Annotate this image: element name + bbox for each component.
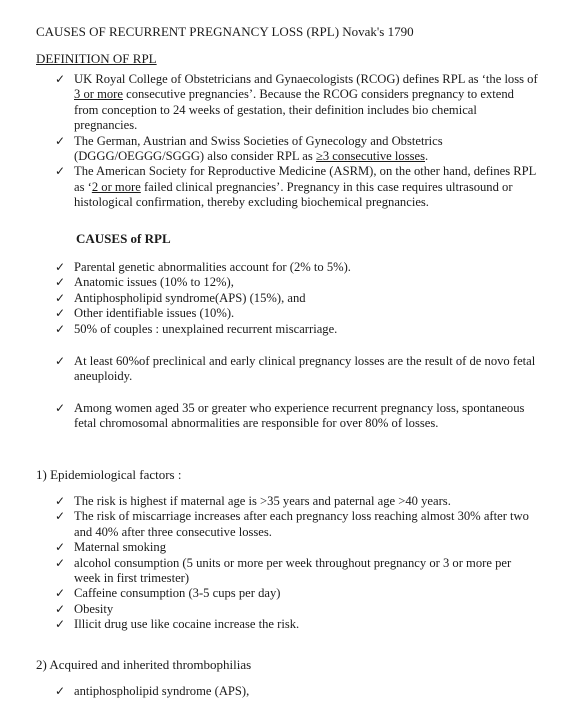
chromosomal-note-list xyxy=(0,401,563,432)
epidemiological-factor-text: The risk is highest if maternal age is >35 years and paternal age >40 years. xyxy=(74,494,451,508)
definition-text: failed clinical pregnancies’. Pregnancy in this case requires ultrasound or histological confirmation, thereby excluding biochemical pregnancies. xyxy=(74,179,513,210)
list-item xyxy=(0,354,563,385)
epidemiological-list xyxy=(0,494,563,633)
check-icon: ✓ xyxy=(55,260,66,274)
list-item xyxy=(0,72,563,134)
check-icon: ✓ xyxy=(55,601,66,616)
check-icon: ✓ xyxy=(55,684,66,698)
check-icon: ✓ xyxy=(55,617,66,632)
cause-text: Other identifiable issues (10%). xyxy=(74,306,235,321)
definition-underlined-text: 3 or more xyxy=(74,87,123,102)
check-icon: ✓ xyxy=(55,275,66,290)
epidemiological-factor-text: The risk of miscarriage increases after each pregnancy loss reaching almost 30% after two and 40% after three consecutive losses. xyxy=(74,509,529,539)
list-item xyxy=(0,164,563,210)
check-icon: ✓ xyxy=(55,306,66,321)
check-icon: ✓ xyxy=(55,586,66,601)
list-item xyxy=(0,291,563,306)
epidemiological-factor-text: Illicit drug use like cocaine increase the risk. xyxy=(74,617,300,632)
aneuploidy-note-list xyxy=(0,354,563,385)
check-icon: ✓ xyxy=(55,509,66,524)
check-icon: ✓ xyxy=(55,72,66,86)
list-item xyxy=(0,306,563,321)
check-icon: ✓ xyxy=(55,555,66,570)
list-item xyxy=(0,509,563,540)
list-item xyxy=(0,494,563,509)
epidemiological-factor-text: Obesity xyxy=(74,601,114,616)
epidemiological-factor-text: alcohol consumption (5 units or more per week throughout pregnancy or 3 or more per week in first trimester) xyxy=(74,555,512,586)
cause-text: 50% of couples : unexplained recurrent miscarriage. xyxy=(74,321,338,336)
cause-text: Anatomic issues (10% to 12%), xyxy=(74,275,234,290)
list-item xyxy=(0,586,563,601)
definition-text: consecutive pregnancies’. Because the RCOG considers pregnancy to extend from conception to 24 weeks of gestation, their definition includes bio chemical pregnancies. xyxy=(74,87,514,133)
check-icon: ✓ xyxy=(55,164,66,179)
definitions-list xyxy=(0,72,563,211)
chromosomal-note: Among women aged 35 or greater who experience recurrent pregnancy loss, spontaneous fetal chromosomal abnormalities are responsible for over 80% of losses. xyxy=(74,401,525,431)
list-item xyxy=(0,556,563,587)
list-item xyxy=(0,540,563,555)
definition-text: The German, Austrian and Swiss Societies of Gynecology and Obstetrics (DGGG/OEGGG/SGGG) also consider RPL as xyxy=(74,133,443,164)
definition-heading: DEFINITION OF RPL xyxy=(36,51,157,66)
list-item xyxy=(0,401,563,432)
causes-heading: CAUSES of RPL xyxy=(76,231,171,246)
list-item xyxy=(0,602,563,617)
check-icon: ✓ xyxy=(55,494,66,508)
list-item xyxy=(0,617,563,632)
check-icon: ✓ xyxy=(55,540,66,555)
cause-text: Parental genetic abnormalities account for (2% to 5%). xyxy=(74,260,351,274)
definition-text: . xyxy=(425,149,429,164)
aneuploidy-note: At least 60%of preclinical and early clinical pregnancy losses are the result of de novo fetal aneuploidy. xyxy=(74,354,536,384)
cause-text: Antiphospholipid syndrome(APS) (15%), and xyxy=(74,290,306,305)
list-item xyxy=(0,134,563,165)
thrombophilia-text: antiphospholipid syndrome (APS), xyxy=(74,684,250,698)
list-item xyxy=(0,322,563,337)
check-icon: ✓ xyxy=(55,290,66,305)
list-item xyxy=(0,275,563,290)
list-item xyxy=(0,684,563,699)
list-item xyxy=(0,260,563,275)
definition-text: The American Society for Reproductive Medicine (ASRM), on the other hand, defines RPL as ‘ xyxy=(74,164,536,194)
definition-underlined-text: ≥3 consecutive losses xyxy=(315,149,425,164)
section-heading-epidemiological: 1) Epidemiological factors : xyxy=(36,467,182,482)
check-icon: ✓ xyxy=(55,133,66,148)
check-icon: ✓ xyxy=(55,321,66,336)
check-icon: ✓ xyxy=(55,401,66,415)
causes-list xyxy=(0,260,563,337)
epidemiological-factor-text: Maternal smoking xyxy=(74,540,166,555)
section-heading-thrombophilias: 2) Acquired and inherited thrombophilias xyxy=(36,657,252,672)
check-icon: ✓ xyxy=(55,354,66,368)
epidemiological-factor-text: Caffeine consumption (3-5 cups per day) xyxy=(74,586,281,601)
thrombophilias-list xyxy=(0,684,563,699)
document-title: CAUSES OF RECURRENT PREGNANCY LOSS (RPL) Novak's 1790 xyxy=(36,24,414,39)
definition-underlined-text: 2 or more xyxy=(91,179,141,194)
definition-text: UK Royal College of Obstetricians and Gynaecologists (RCOG) defines RPL as ‘the loss of xyxy=(74,72,538,86)
